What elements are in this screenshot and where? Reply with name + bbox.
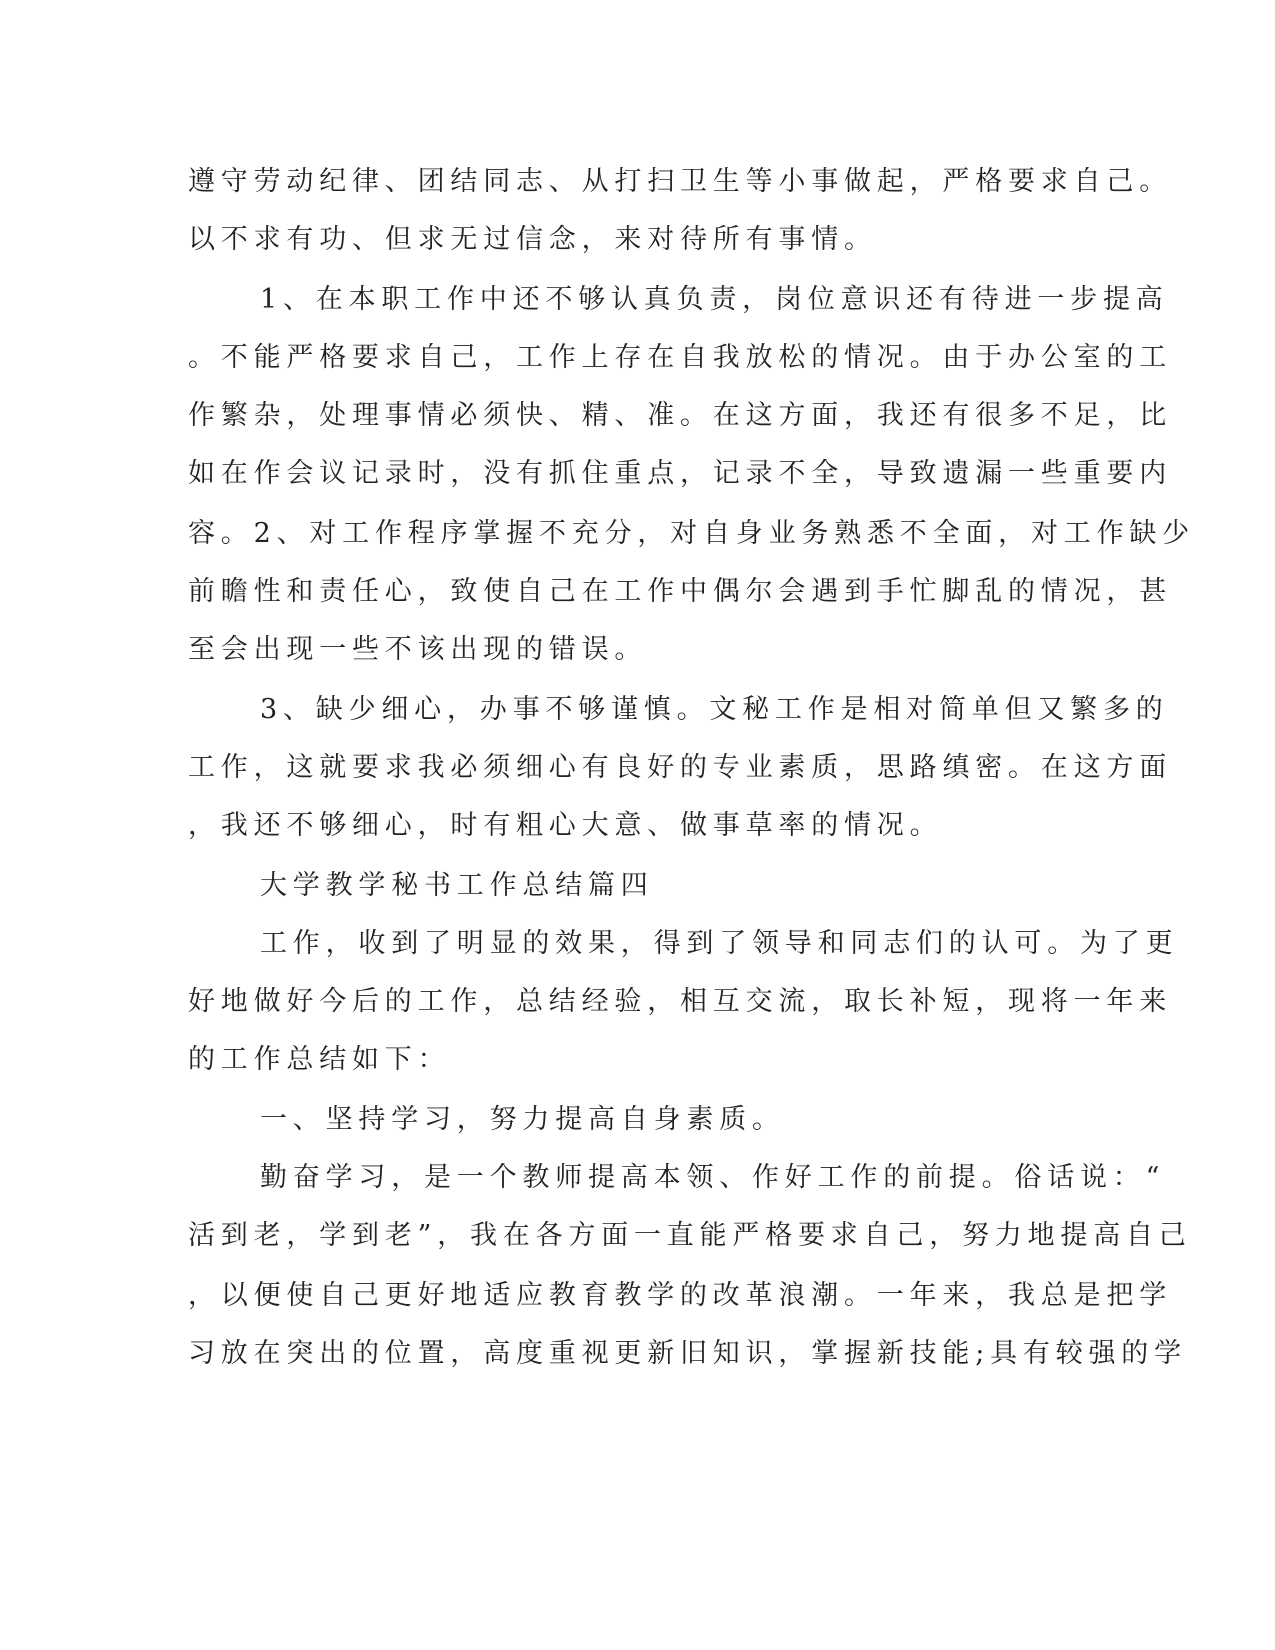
text-line: 工作，这就要求我必须细心有良好的专业素质，思路缜密。在这方面 bbox=[188, 752, 1172, 783]
text-line: 。不能严格要求自己，工作上存在自我放松的情况。由于办公室的工 bbox=[188, 342, 1172, 373]
text-line: 如在作会议记录时，没有抓住重点，记录不全，导致遗漏一些重要内 bbox=[188, 458, 1172, 489]
text-line: 至会出现一些不该出现的错误。 bbox=[188, 634, 648, 665]
text-line: ，我还不够细心，时有粗心大意、做事草率的情况。 bbox=[188, 810, 943, 841]
text-line: 好地做好今后的工作，总结经验，相互交流，取长补短，现将一年来 bbox=[188, 986, 1172, 1017]
paragraph-line: 1、在本职工作中还不够认真负责，岗位意识还有待进一步提高 bbox=[260, 284, 1169, 315]
text-line: 以不求有功、但求无过信念，来对待所有事情。 bbox=[188, 224, 877, 255]
text-line: 的工作总结如下： bbox=[188, 1044, 451, 1075]
text-line: 活到老，学到老”，我在各方面一直能严格要求自己，努力地提高自己 bbox=[188, 1220, 1192, 1251]
text-line: 前瞻性和责任心，致使自己在工作中偶尔会遇到手忙脚乱的情况，甚 bbox=[188, 576, 1172, 607]
text-line: 习放在突出的位置，高度重视更新旧知识，掌握新技能;具有较强的学 bbox=[188, 1338, 1187, 1369]
paragraph-line: 3、缺少细心，办事不够谨慎。文秘工作是相对简单但又繁多的 bbox=[260, 694, 1169, 725]
subheading: 一、坚持学习，努力提高自身素质。 bbox=[260, 1104, 785, 1135]
text-line: ，以便使自己更好地适应教育教学的改革浪潮。一年来，我总是把学 bbox=[188, 1280, 1172, 1311]
text-line: 容。2、对工作程序掌握不充分，对自身业务熟悉不全面，对工作缺少 bbox=[188, 518, 1195, 549]
paragraph-line: 工作，收到了明显的效果，得到了领导和同志们的认可。为了更 bbox=[260, 928, 1179, 959]
text-line: 遵守劳动纪律、团结同志、从打扫卫生等小事做起，严格要求自己。 bbox=[188, 166, 1172, 197]
text-line: 作繁杂，处理事情必须快、精、准。在这方面，我还有很多不足，比 bbox=[188, 400, 1172, 431]
section-heading: 大学教学秘书工作总结篇四 bbox=[260, 870, 654, 901]
paragraph-line: 勤奋学习，是一个教师提高本领、作好工作的前提。俗话说：“ bbox=[260, 1162, 1166, 1193]
